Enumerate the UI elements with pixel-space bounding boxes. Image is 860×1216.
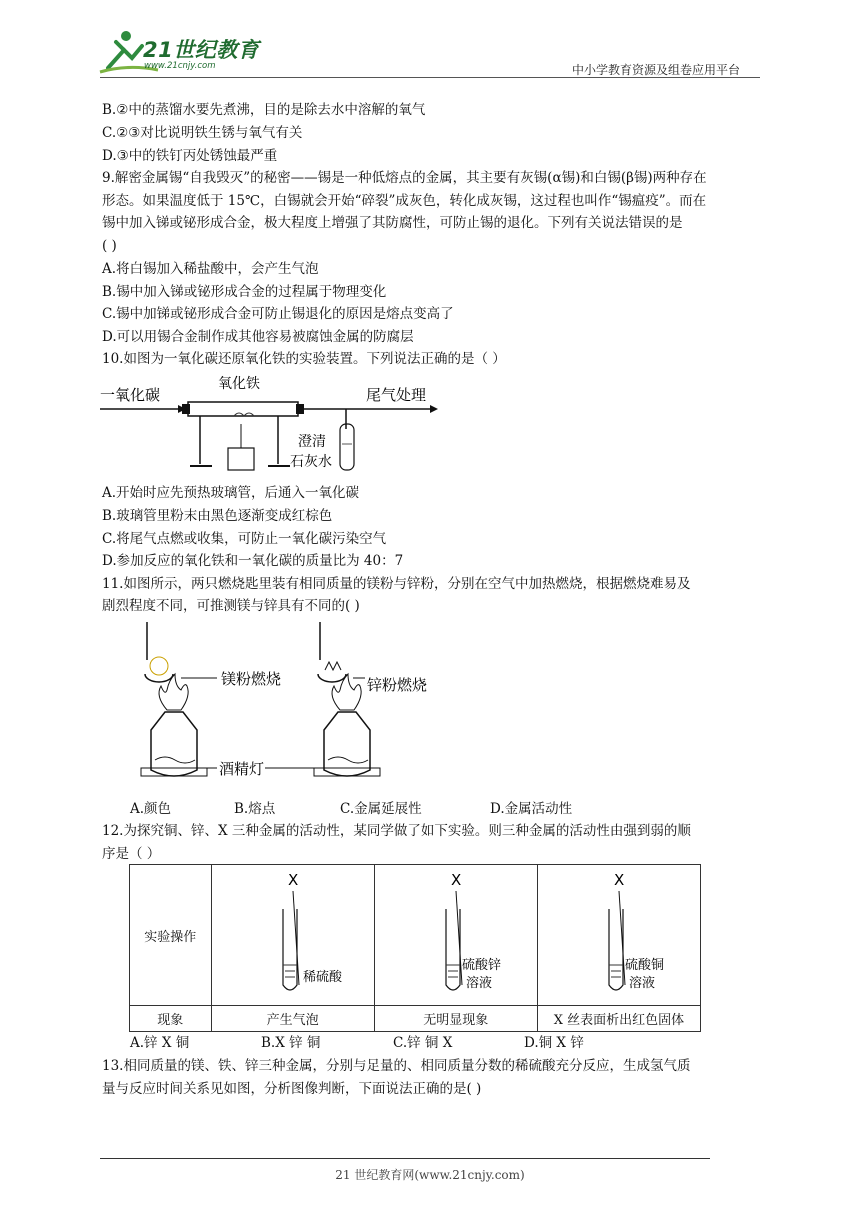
solution-label: 硫酸铜 (624, 958, 664, 973)
text-line: C.②③对比说明铁生锈与氧气有关 (102, 125, 303, 141)
row-header-phenomenon: 现象 (130, 1006, 212, 1032)
option-d: D.金属活动性 (490, 801, 573, 817)
tube-cell-3 (537, 865, 700, 1006)
question-12-stem: 序是（ ） (102, 846, 161, 862)
option-a: A.锌 X 铜 (130, 1035, 190, 1051)
question-11-stem: 剧烈程度不同，可推测镁与锌具有不同的( ) (102, 598, 360, 614)
fe2o3-label: 氧化铁 (218, 376, 260, 392)
metal-x-label: X (287, 871, 298, 889)
option-d: D.可以用锡合金制作成其他容易被腐蚀金属的防腐层 (102, 329, 414, 345)
test-tube-3 (559, 865, 679, 1001)
tail-gas-label: 尾气处理 (366, 386, 427, 404)
question-11-stem: 11.如图所示，两只燃烧匙里装有相同质量的镁粉与锌粉，分别在空气中加热燃烧，根据燃烧难易及 (102, 576, 691, 592)
metal-x-label: X (450, 871, 462, 889)
option-c: C.锌 铜 X (393, 1035, 453, 1051)
tube-cell-2 (374, 865, 537, 1006)
option-b: B.X 锌 铜 (261, 1035, 321, 1051)
question-12-stem: 12.为探究铜、锌、X 三种金属的活动性，某同学做了如下实验。则三种金属的活动性由强到弱的顺 (102, 823, 691, 839)
option-a: A.将白锡加入稀盐酸中，会产生气泡 (102, 261, 319, 277)
option-b: B.玻璃管里粉末由黑色逐渐变成红棕色 (102, 508, 333, 524)
logo-text: 21世纪教育 (143, 38, 260, 62)
question-13-stem: 量与反应时间关系见如图，分析图像判断，下面说法正确的是( ) (102, 1081, 482, 1097)
row-header-operation: 实验操作 (130, 865, 212, 1006)
solution-label: 溶液 (628, 976, 655, 991)
option-a: A.开始时应先预热玻璃管，后通入一氧化碳 (102, 485, 360, 501)
combustion-figure (125, 620, 445, 795)
mg-burner (141, 622, 207, 776)
co-reduction-apparatus-figure (100, 374, 445, 474)
observation-cell: 产生气泡 (211, 1006, 374, 1032)
option-c: C.金属延展性 (340, 801, 422, 817)
question-9-stem: 9.解密金属锡“自我毁灭”的秘密——锡是一种低熔点的金属，其主要有灰锡(α锡)和白锡(β锡)两种存在 (102, 170, 707, 186)
limewater-label: 澄清 (298, 434, 326, 450)
zn-burner (314, 622, 380, 776)
option-c: C.将尾气点燃或收集，可防止一氧化碳污染空气 (102, 531, 387, 547)
text-line: D.③中的铁钉丙处锈蚀最严重 (102, 148, 278, 164)
option-d: D.参加反应的氧化铁和一氧化碳的质量比为 40：7 (102, 553, 404, 569)
option-b: B.锡中加入锑或铋形成合金的过程属于物理变化 (102, 284, 387, 300)
header-divider (100, 77, 760, 78)
question-9-stem: 形态。如果温度低于 15℃，白锡就会开始“碎裂”成灰色，转化成灰锡，这过程也叫作“锡瘟疫”。而在 (102, 193, 707, 209)
text-line: B.②中的蒸馏水要先煮沸，目的是除去水中溶解的氧气 (102, 102, 426, 118)
question-13-stem: 13.相同质量的镁、铁、锌三种金属，分别与足量的、相同质量分数的稀硫酸充分反应，生成氢气质 (102, 1058, 691, 1074)
test-tube-2 (396, 865, 516, 1001)
question-9-stem: 锡中加入锑或铋形成合金，极大程度上增强了其防腐性，可防止锡的退化。下列有关说法错误的是 (102, 215, 683, 231)
option-d: D.铜 X 锌 (524, 1035, 584, 1051)
solution-label: 稀硫酸 (302, 970, 342, 985)
test-tube-1 (233, 865, 353, 1001)
solution-label: 硫酸锌 (461, 958, 501, 973)
tube-cell-1 (211, 865, 374, 1006)
solution-label: 溶液 (465, 976, 492, 991)
experiment-table (129, 864, 701, 1032)
mg-burning-label: 镁粉燃烧 (221, 670, 282, 688)
limewater-label: 石灰水 (290, 454, 332, 470)
observation-cell: 无明显现象 (374, 1006, 537, 1032)
answer-blank: ( ) (102, 238, 117, 254)
question-10-stem: 10.如图为一氧化碳还原氧化铁的实验装置。下列说法正确的是（ ） (102, 351, 506, 367)
logo-url: www.21cnjy.com (144, 61, 216, 71)
header-platform-name: 中小学教育资源及组卷应用平台 (572, 63, 741, 77)
metal-x-label: X (613, 871, 625, 889)
alcohol-lamp-label: 酒精灯 (219, 760, 265, 778)
observation-cell: X 丝表面析出红色固体 (537, 1006, 700, 1032)
footer-text: 21 世纪教育网(www.21cnjy.com) (335, 1168, 525, 1182)
co-label: 一氧化碳 (100, 386, 161, 404)
option-b: B.熔点 (234, 801, 276, 817)
footer-divider (100, 1158, 710, 1159)
zn-burning-label: 锌粉燃烧 (367, 676, 428, 694)
option-c: C.锡中加锑或铋形成合金可防止锡退化的原因是熔点变高了 (102, 306, 454, 322)
option-a: A.颜色 (130, 801, 172, 817)
